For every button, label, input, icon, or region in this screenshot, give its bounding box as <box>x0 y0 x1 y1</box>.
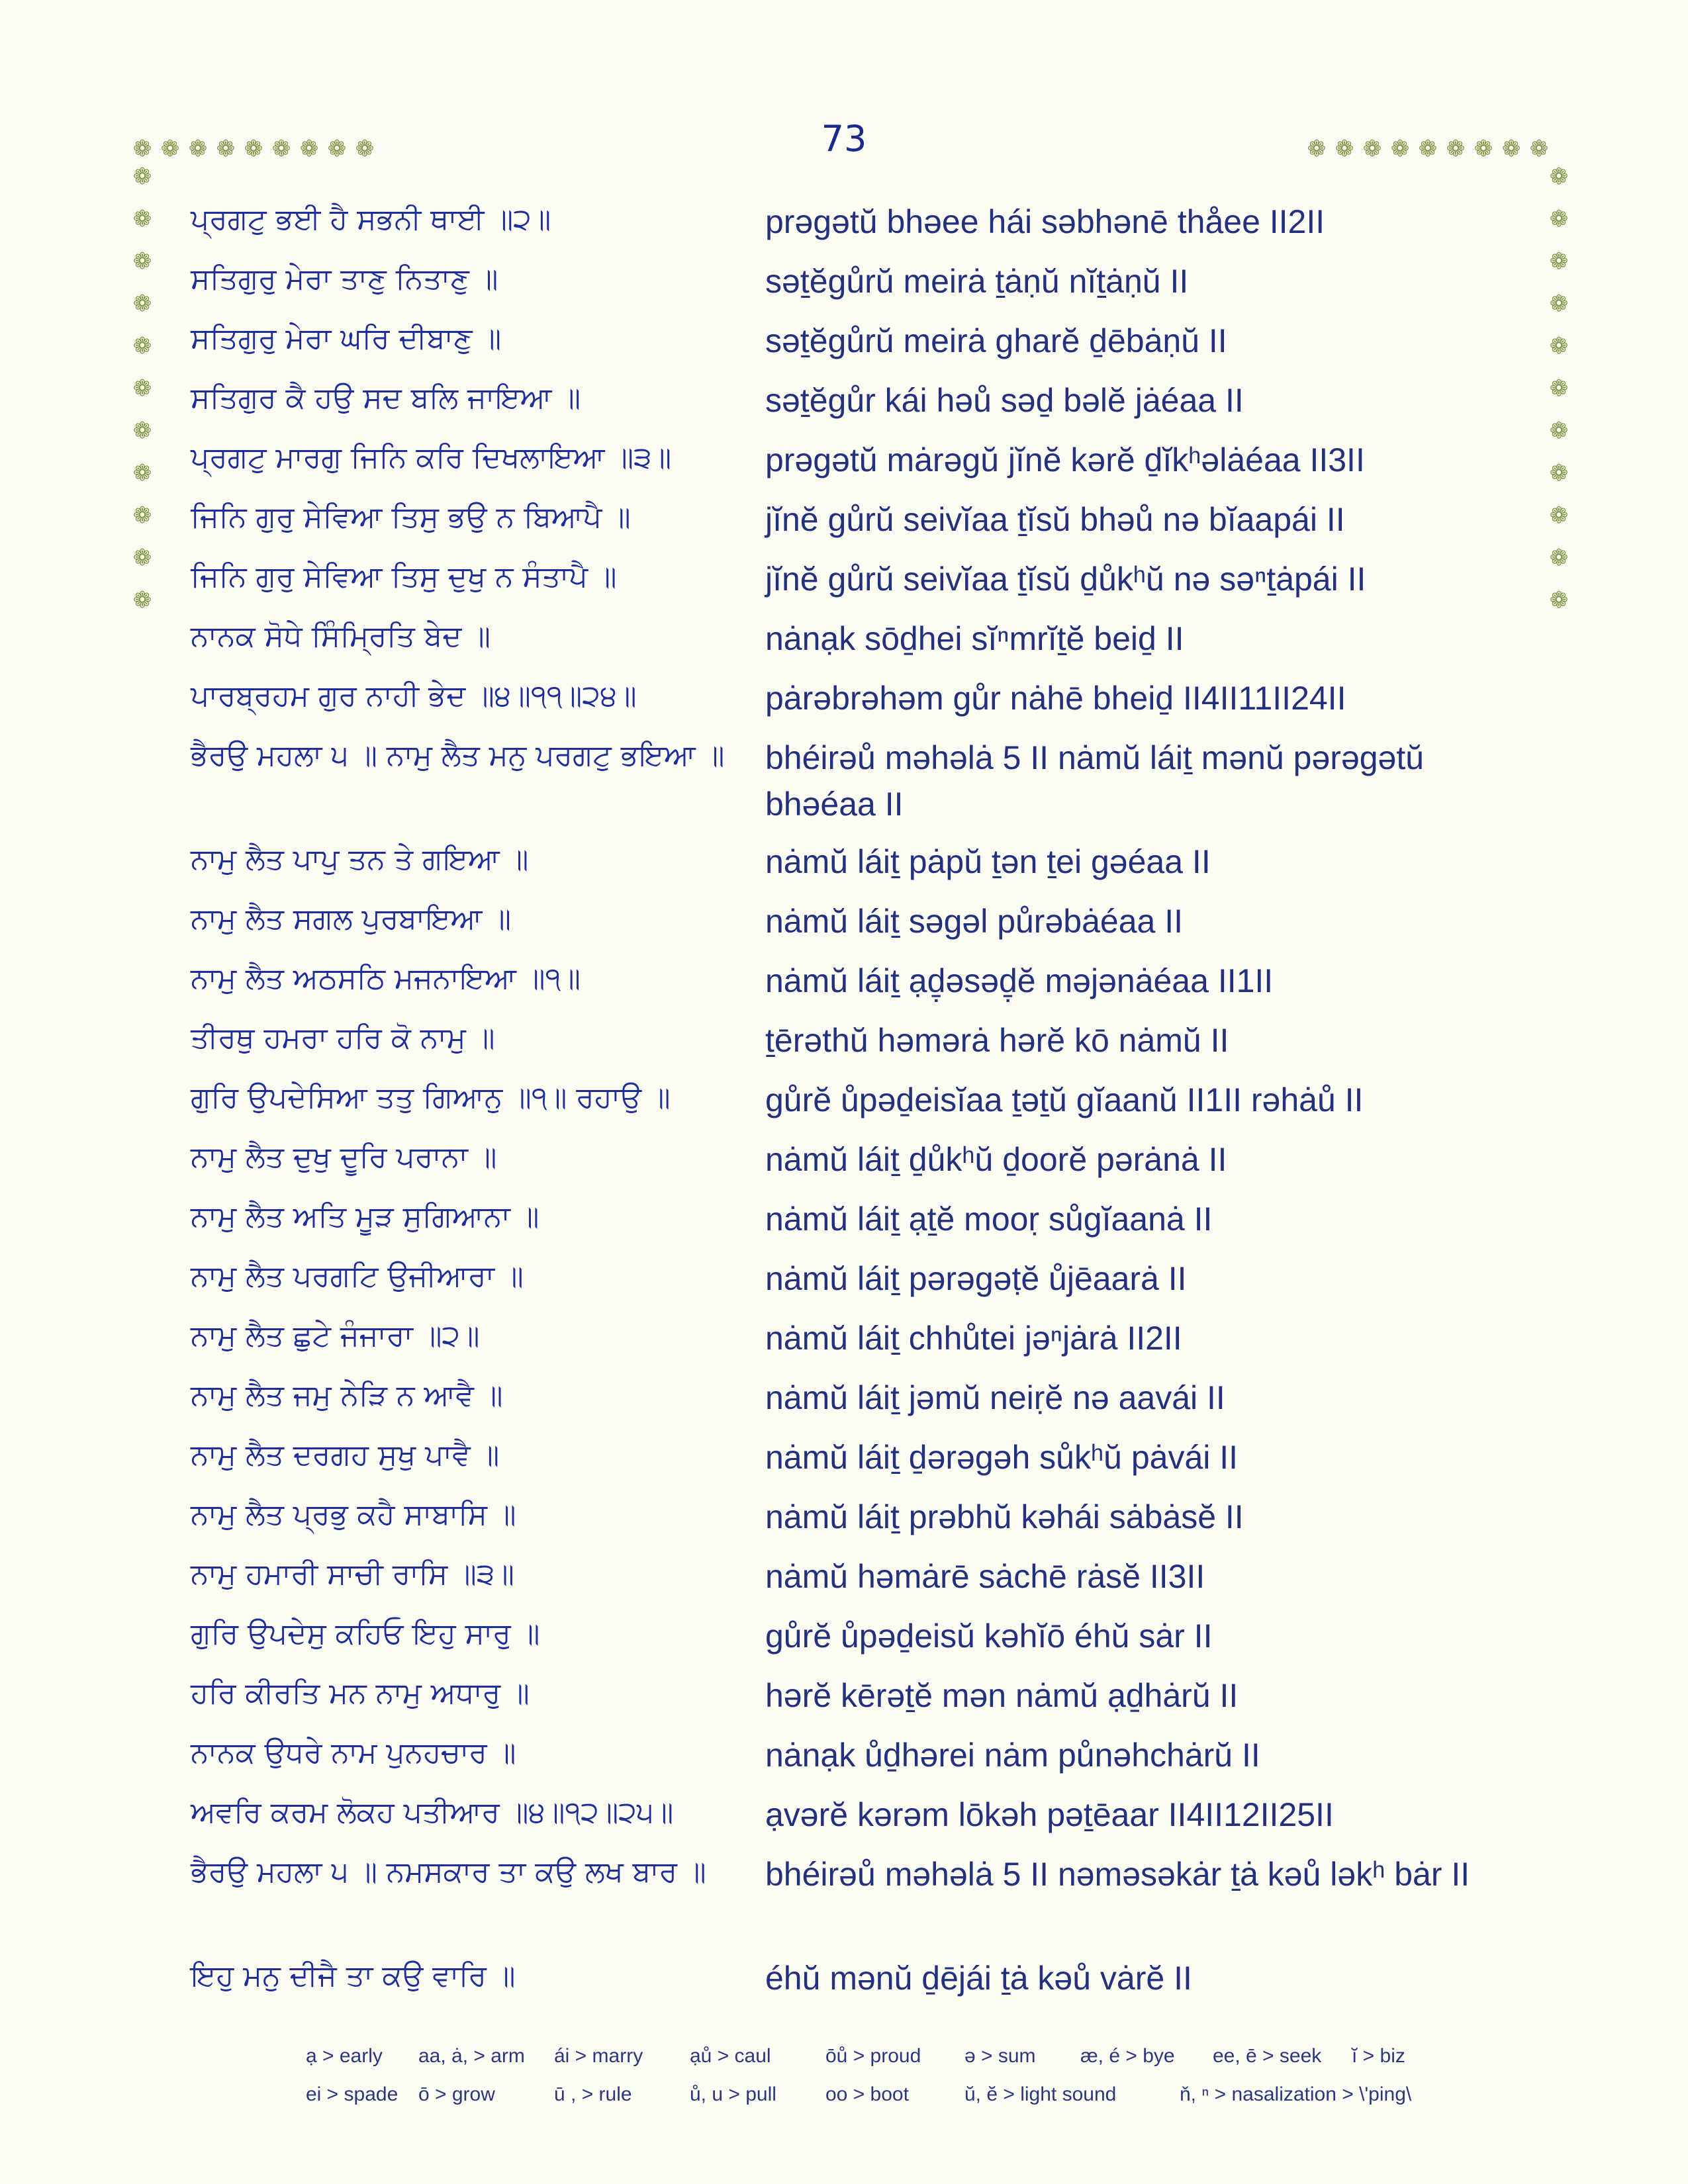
transliteration-line: bhéirəů məhəlȧ 5 II nəməsəkȧr ṯȧ kəů ləkʰ bȧr II <box>765 1856 1470 1893</box>
verse-row <box>191 735 1515 839</box>
gurmukhi-line: ਨਾਮੁ ਲੈਤ ਪਾਪੁ ਤਨ ਤੇ ਗਇਆ ॥ <box>191 842 529 876</box>
flower-icon: ❁ <box>132 333 152 359</box>
legend-item: ạ > early <box>306 2045 383 2067</box>
gurmukhi-line: ਗੁਰਿ ਉਪਦੇਸਿਆ ਤਤੁ ਗਿਆਨੁ ॥੧॥ ਰਹਾਉ ॥ <box>191 1081 671 1115</box>
flower-icon: ❁ <box>132 587 152 614</box>
flower-icon: ❁ <box>132 460 152 486</box>
legend-item: ŭ, ĕ > light sound <box>964 2083 1117 2105</box>
flower-icon: ❁ <box>132 502 152 529</box>
verse-row <box>191 958 1515 1017</box>
verse-row <box>191 675 1515 735</box>
gurmukhi-line: ਨਾਨਕ ਸੋਧੇ ਸਿੰਮ੍ਰਿਤਿ ਬੇਦ ॥ <box>191 619 491 653</box>
flower-icon: ❁ <box>1501 136 1521 162</box>
gurmukhi-line: ਸਤਿਗੁਰੁ ਮੇਰਾ ਘਰਿ ਦੀਬਾਣੁ ॥ <box>191 322 502 355</box>
gurmukhi-line: ਇਹੁ ਮਨੁ ਦੀਜੈ ਤਾ ਕਉ ਵਾਰਿ ॥ <box>191 1959 516 1993</box>
legend-item: ái > marry <box>554 2045 643 2067</box>
flower-icon: ❁ <box>132 163 152 190</box>
flower-icon: ❁ <box>1335 136 1354 162</box>
verse-row <box>191 1672 1515 1732</box>
verse-row <box>191 1851 1515 1955</box>
legend-item: ū , > rule <box>554 2083 632 2105</box>
transliteration-line: nȧmŭ láiṯ pȧpŭ ṯən ṯei gəéaa II <box>765 843 1211 880</box>
gurmukhi-line: ਨਾਮੁ ਲੈਤ ਛੁਟੇ ਜੰਜਾਰਾ ॥੨॥ <box>191 1319 480 1353</box>
legend-item: ů, u > pull <box>690 2083 776 2105</box>
verse-row <box>191 1732 1515 1792</box>
flower-icon: ❁ <box>1549 333 1569 359</box>
transliteration-line: gůrĕ ůpəḏeisĭaa ṯəṯŭ gĭaanŭ II1II rəhȧů II <box>765 1081 1364 1118</box>
flower-icon: ❁ <box>355 136 375 162</box>
verse-row <box>191 199 1515 258</box>
gurmukhi-line: ਨਾਮੁ ਲੈਤ ਦਰਗਹ ਸੁਖੁ ਪਾਵੈ ॥ <box>191 1438 500 1472</box>
legend-item: ei > spade <box>306 2083 399 2105</box>
gurmukhi-line: ਨਾਨਕ ਉਧਰੇ ਨਾਮ ਪੁਨਹਚਾਰ ॥ <box>191 1736 516 1770</box>
flower-icon: ❁ <box>1549 418 1569 444</box>
flower-icon: ❁ <box>1549 248 1569 275</box>
gurmukhi-line: ਨਾਮੁ ਲੈਤ ਦੁਖੁ ਦੂਰਿ ਪਰਾਨਾ ॥ <box>191 1140 497 1174</box>
legend-item: æ, é > bye <box>1080 2045 1175 2067</box>
verse-row <box>191 1434 1515 1494</box>
gurmukhi-line: ਨਾਮੁ ਲੈਤ ਜਮੁ ਨੇੜਿ ਨ ਆਵੈ ॥ <box>191 1379 503 1412</box>
pronunciation-legend <box>306 2045 1497 2122</box>
gurmukhi-line: ਤੀਰਥੁ ਹਮਰਾ ਹਰਿ ਕੋ ਨਾਮੁ ॥ <box>191 1021 495 1055</box>
verse-row <box>191 496 1515 556</box>
flower-icon: ❁ <box>1549 587 1569 614</box>
verse-row <box>191 258 1515 318</box>
gurmukhi-line: ਨਾਮੁ ਹਮਾਰੀ ਸਾਚੀ ਰਾਸਿ ॥੩॥ <box>191 1557 514 1591</box>
verse-row <box>191 1553 1515 1613</box>
transliteration-line: hərĕ kērəṯĕ mən nȧmŭ ạḏhȧrŭ II <box>765 1677 1239 1714</box>
transliteration-line: prəgətŭ mȧrəgŭ jĭnĕ kərĕ ḏĭkʰəlȧéaa II3II <box>765 441 1365 478</box>
flower-icon: ❁ <box>1549 460 1569 486</box>
gurmukhi-line: ਨਾਮੁ ਲੈਤ ਸਗਲ ਪੁਰਬਾਇਆ ॥ <box>191 902 512 936</box>
transliteration-line: jĭnĕ gůrŭ seivĭaa ṯĭsŭ ḏůkʰŭ nə səⁿṯȧpái II <box>765 561 1366 598</box>
transliteration-line: ạvərĕ kərəm lōkəh pəṯēaar II4II12II25II <box>765 1796 1334 1833</box>
legend-item: ĭ > biz <box>1352 2045 1405 2067</box>
flower-icon: ❁ <box>132 545 152 571</box>
transliteration-line: nȧmŭ láiṯ səgəl půrəbȧéaa II <box>765 903 1183 940</box>
gurmukhi-line: ਨਾਮੁ ਲੈਤ ਪਰਗਟਿ ਉਜੀਆਰਾ ॥ <box>191 1259 524 1293</box>
gurmukhi-line: ਗੁਰਿ ਉਪਦੇਸੁ ਕਹਿਓ ਇਹੁ ਸਾਰੁ ॥ <box>191 1617 540 1651</box>
gurmukhi-line: ਸਤਿਗੁਰ ਕੈ ਹਉ ਸਦ ਬਲਿ ਜਾਇਆ ॥ <box>191 381 581 415</box>
flower-icon: ❁ <box>132 375 152 402</box>
verse-row <box>191 377 1515 437</box>
transliteration-line: gůrĕ ůpəḏeisŭ kəhĭō éhŭ sȧr II <box>765 1617 1213 1655</box>
legend-item: ň, ⁿ > nasalization > \'ping\ <box>1180 2083 1412 2105</box>
flower-icon: ❁ <box>244 136 263 162</box>
transliteration-line: nȧmŭ láiṯ pərəgəṭĕ ůjēaarȧ II <box>765 1260 1187 1297</box>
flower-icon: ❁ <box>299 136 319 162</box>
flower-icon: ❁ <box>1474 136 1493 162</box>
gurmukhi-line: ਭੈਰਉ ਮਹਲਾ ੫ ॥ ਨਮਸਕਾਰ ਤਾ ਕਉ ਲਖ ਬਾਰ ॥ <box>191 1855 706 1889</box>
flower-icon: ❁ <box>1549 545 1569 571</box>
verse-row <box>191 1196 1515 1255</box>
gurmukhi-line: ਪ੍ਰਗਟੁ ਭਈ ਹੈ ਸਭਨੀ ਥਾਈ ॥੨॥ <box>191 203 551 236</box>
verse-row <box>191 1136 1515 1196</box>
legend-item: ō > grow <box>418 2083 495 2105</box>
verse-row <box>191 1375 1515 1434</box>
transliteration-line: nȧmŭ láiṯ ḏůkʰŭ ḏoorĕ pərȧnȧ II <box>765 1141 1227 1178</box>
flower-icon: ❁ <box>1390 136 1410 162</box>
gurmukhi-line: ਹਰਿ ਕੀਰਤਿ ਮਨ ਨਾਮੁ ਅਧਾਰੁ ॥ <box>191 1676 530 1710</box>
verse-row <box>191 1955 1515 2015</box>
verse-row <box>191 1315 1515 1375</box>
flower-icon: ❁ <box>1549 163 1569 190</box>
flower-icon: ❁ <box>1446 136 1466 162</box>
transliteration-line: səṯĕgůrŭ meirȧ ṯȧṇŭ nĭṯȧṇŭ II <box>765 263 1189 300</box>
transliteration-line: nȧnạk ůḏhərei nȧm půnəhchȧrŭ II <box>765 1737 1260 1774</box>
verse-row <box>191 1077 1515 1136</box>
transliteration-line: nȧmŭ láiṯ ạḏ̣əsəḏ̣ĕ məjənȧéaa II1II <box>765 962 1274 999</box>
flower-icon: ❁ <box>1362 136 1382 162</box>
flower-icon: ❁ <box>188 136 208 162</box>
transliteration-line: bhéirəů məhəlȧ 5 II nȧmŭ láiṯ mənŭ pərəgətŭ bhəéaa II <box>765 739 1425 823</box>
flower-icon: ❁ <box>216 136 236 162</box>
transliteration-line: nȧmŭ láiṯ chhůtei jəⁿjȧrȧ II2II <box>765 1320 1182 1357</box>
gurmukhi-line: ਜਿਨਿ ਗੁਰੁ ਸੇਵਿਆ ਤਿਸੁ ਦੁਖੁ ਨ ਸੰਤਾਪੈ ॥ <box>191 560 617 594</box>
transliteration-line: nȧmŭ láiṯ ḏərəgəh sůkʰŭ pȧvái II <box>765 1439 1239 1476</box>
gurmukhi-line: ਪ੍ਰਗਟੁ ਮਾਰਗੁ ਜਿਨਿ ਕਰਿ ਦਿਖਲਾਇਆ ॥੩॥ <box>191 441 672 475</box>
gurmukhi-line: ਪਾਰਬ੍ਰਹਮ ਗੁਰ ਨਾਹੀ ਭੇਦ ॥੪॥੧੧॥੨੪॥ <box>191 679 637 713</box>
flower-icon: ❁ <box>1529 136 1549 162</box>
legend-row <box>306 2083 1497 2122</box>
verse-row <box>191 1017 1515 1077</box>
legend-item: ōů > proud <box>825 2045 921 2067</box>
legend-item: ə > sum <box>964 2045 1036 2067</box>
flower-icon: ❁ <box>1549 291 1569 317</box>
legend-item: ee, ē > seek <box>1213 2045 1322 2067</box>
flower-icon: ❁ <box>1418 136 1438 162</box>
flower-icon: ❁ <box>132 291 152 317</box>
page-number: 73 <box>821 118 867 159</box>
flower-icon: ❁ <box>1307 136 1327 162</box>
gurmukhi-line: ਸਤਿਗੁਰੁ ਮੇਰਾ ਤਾਣੁ ਨਿਤਾਣੁ ॥ <box>191 262 498 296</box>
transliteration-line: səṯĕgůr kái həů səḏ bəlĕ jȧéaa II <box>765 382 1244 419</box>
gurmukhi-line: ਨਾਮੁ ਲੈਤ ਅਠਸਠਿ ਮਜਨਾਇਆ ॥੧॥ <box>191 962 581 995</box>
verse-row <box>191 1792 1515 1851</box>
transliteration-line: nȧnạk sōḏhei sĭⁿmrĭṯĕ beiḏ II <box>765 620 1184 657</box>
verse-row <box>191 556 1515 615</box>
flower-icon: ❁ <box>132 136 152 162</box>
gurmukhi-line: ਨਾਮੁ ਲੈਤ ਅਤਿ ਮੂੜ ਸੁਗਿਆਨਾ ॥ <box>191 1200 539 1234</box>
verse-row <box>191 1255 1515 1315</box>
flower-icon: ❁ <box>132 206 152 232</box>
transliteration-line: jĭnĕ gůrŭ seivĭaa ṯĭsŭ bhəů nə bĭaapái II <box>765 501 1345 538</box>
transliteration-line: səṯĕgůrŭ meirȧ gharĕ ḏēbȧṇŭ II <box>765 322 1227 359</box>
transliteration-line: nȧmŭ láiṯ prəbhŭ kəhái sȧbȧsĕ II <box>765 1498 1244 1535</box>
transliteration-line: pȧrəbrəhəm gůr nȧhē bheiḏ II4II11II24II <box>765 680 1346 717</box>
transliteration-line: prəgətŭ bhəee hái səbhənē thåee II2II <box>765 203 1325 240</box>
flower-icon: ❁ <box>160 136 180 162</box>
flower-icon: ❁ <box>132 248 152 275</box>
transliteration-line: ṯērəthŭ həmərȧ hərĕ kō nȧmŭ II <box>765 1022 1229 1059</box>
flower-icon: ❁ <box>132 418 152 444</box>
verse-row <box>191 615 1515 675</box>
flower-icon: ❁ <box>271 136 291 162</box>
flower-icon: ❁ <box>1549 375 1569 402</box>
gurmukhi-line: ਜਿਨਿ ਗੁਰੁ ਸੇਵਿਆ ਤਿਸੁ ਭਉ ਨ ਬਿਆਪੈ ॥ <box>191 500 631 534</box>
gurmukhi-line: ਨਾਮੁ ਲੈਤ ਪ੍ਰਭੁ ਕਹੈ ਸਾਬਾਸਿ ॥ <box>191 1498 516 1531</box>
gurmukhi-line: ਭੈਰਉ ਮਹਲਾ ੫ ॥ ਨਾਮੁ ਲੈਤ ਮਨੁ ਪਰਗਟੁ ਭਇਆ ॥ <box>191 739 725 772</box>
gurmukhi-line: ਅਵਰਿ ਕਰਮ ਲੋਕਹ ਪਤੀਆਰ ॥੪॥੧੨॥੨੫॥ <box>191 1796 674 1829</box>
verse-row <box>191 898 1515 958</box>
legend-item: ạů > caul <box>690 2045 771 2067</box>
flower-icon: ❁ <box>327 136 347 162</box>
transliteration-line: nȧmŭ láiṯ jəmŭ neiṛĕ nə aavái II <box>765 1379 1225 1416</box>
verse-list <box>191 199 1515 2015</box>
legend-row <box>306 2045 1497 2083</box>
legend-item: aa, ȧ, > arm <box>418 2045 525 2067</box>
legend-item: oo > boot <box>825 2083 909 2105</box>
transliteration-line: nȧmŭ həmȧrē sȧchē rȧsĕ II3II <box>765 1558 1205 1595</box>
transliteration-line: éhŭ mənŭ ḏējái ṯȧ kəů vȧrĕ II <box>765 1960 1192 1997</box>
verse-row <box>191 1613 1515 1672</box>
verse-row <box>191 437 1515 496</box>
verse-row <box>191 839 1515 898</box>
flower-icon: ❁ <box>1549 206 1569 232</box>
transliteration-line: nȧmŭ láiṯ ạṯĕ mooṛ sůgĭaanȧ II <box>765 1201 1213 1238</box>
flower-icon: ❁ <box>1549 502 1569 529</box>
verse-row <box>191 1494 1515 1553</box>
verse-row <box>191 318 1515 377</box>
